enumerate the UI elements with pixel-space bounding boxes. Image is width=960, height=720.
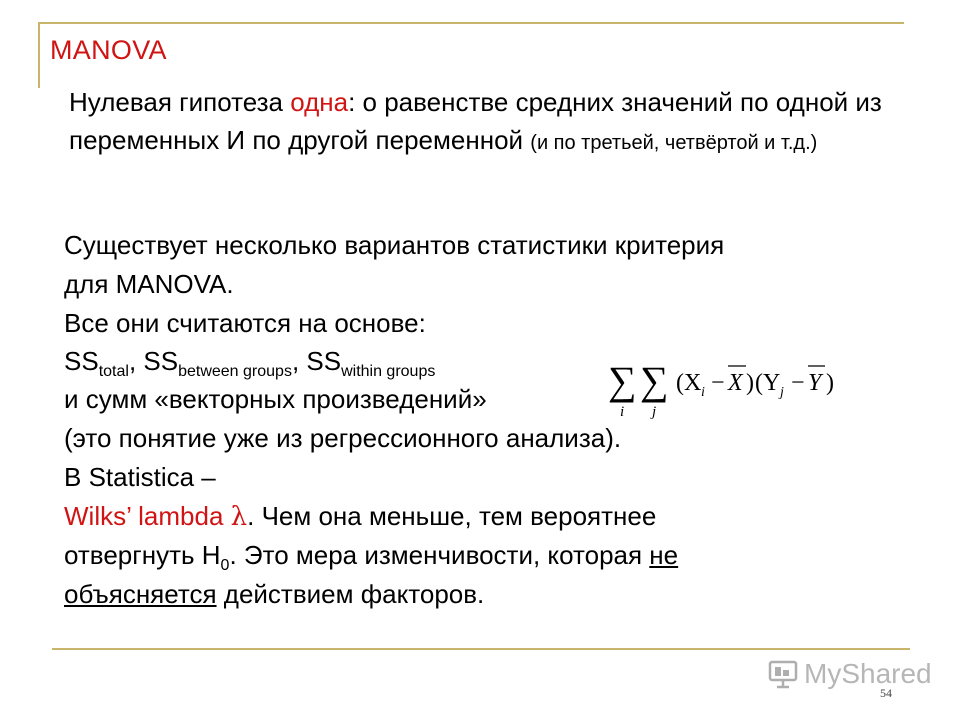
page-number: 54 [880,686,892,700]
footer-rule [52,648,910,650]
body-line-2: для MANOVA. [64,269,234,299]
term-x-close: ) [746,370,754,396]
ss-separator-2: , [291,346,307,376]
reject-h0-line [64,536,904,575]
ss-total-subscript: total [98,363,129,380]
underlined-not: не [649,540,679,570]
explained-line [64,575,904,614]
sigma-j-index: j [652,404,657,420]
wilks-lambda-label: Wilks’ lambda [64,501,231,531]
term-x-open: (X [676,370,702,396]
formula-svg [608,352,878,422]
body-line-7: В Statistica – [64,462,216,492]
term-y-close: ) [826,370,834,396]
variability-text: . Это мера изменчивости, которая [229,540,650,570]
ss-within-subscript: within groups [341,363,436,380]
ss-between-prefix: SS [143,346,179,376]
sigma-j-symbol: ∑ [640,358,669,403]
vector-product-formula [608,352,878,422]
body-line-3: Все они считаются на основе: [64,308,426,338]
term-y-subscript: j [780,385,784,400]
body-line-6: (это понятие уже из регрессионного анализа). [64,423,622,453]
ss-between-subscript: between groups [178,363,292,380]
null-hypothesis-paragraph [69,83,909,162]
term-x-subscript: i [701,385,705,400]
sigma-i-index: i [620,404,625,420]
body-line-5: и сумм «векторных произведений» [64,384,487,414]
ss-separator-1: , [128,346,144,376]
reject-h0-text: отвергнуть H [64,540,221,570]
h0-subscript: 0 [220,557,230,574]
lambda-symbol: λ [230,502,248,532]
ss-total-prefix: SS [64,346,99,376]
hypothesis-text-1: Нулевая гипотеза [69,87,291,117]
wilks-lambda-rest: . Чем она меньше, тем вероятнее [247,501,657,531]
factors-text: действием факторов. [216,579,485,609]
wilks-lambda-line [64,497,904,536]
watermark [768,656,932,692]
hypothesis-highlight: одна [290,87,349,117]
title-top-rule [38,22,904,24]
x-bar: X [728,370,743,396]
presentation-icon [768,659,798,689]
ss-within-prefix: SS [306,346,342,376]
hypothesis-text-2: : о равенстве средних значений по одной из переменных И по другой переменной [69,87,882,155]
title-left-rule [38,22,40,88]
hypothesis-note: (и по третьей, четвёртой и т.д.) [530,132,818,154]
y-bar: Y [808,370,822,396]
slide-title: MANOVA [50,35,167,65]
watermark-text: MyShared [804,658,932,689]
sigma-i-symbol: ∑ [608,358,637,403]
minus-2: − [791,370,805,396]
minus-1: − [711,370,725,396]
body-line-1: Существует несколько вариантов статистики критерия [64,230,725,260]
underlined-explained: объясняется [64,579,217,609]
term-y-open: (Y [755,370,781,396]
